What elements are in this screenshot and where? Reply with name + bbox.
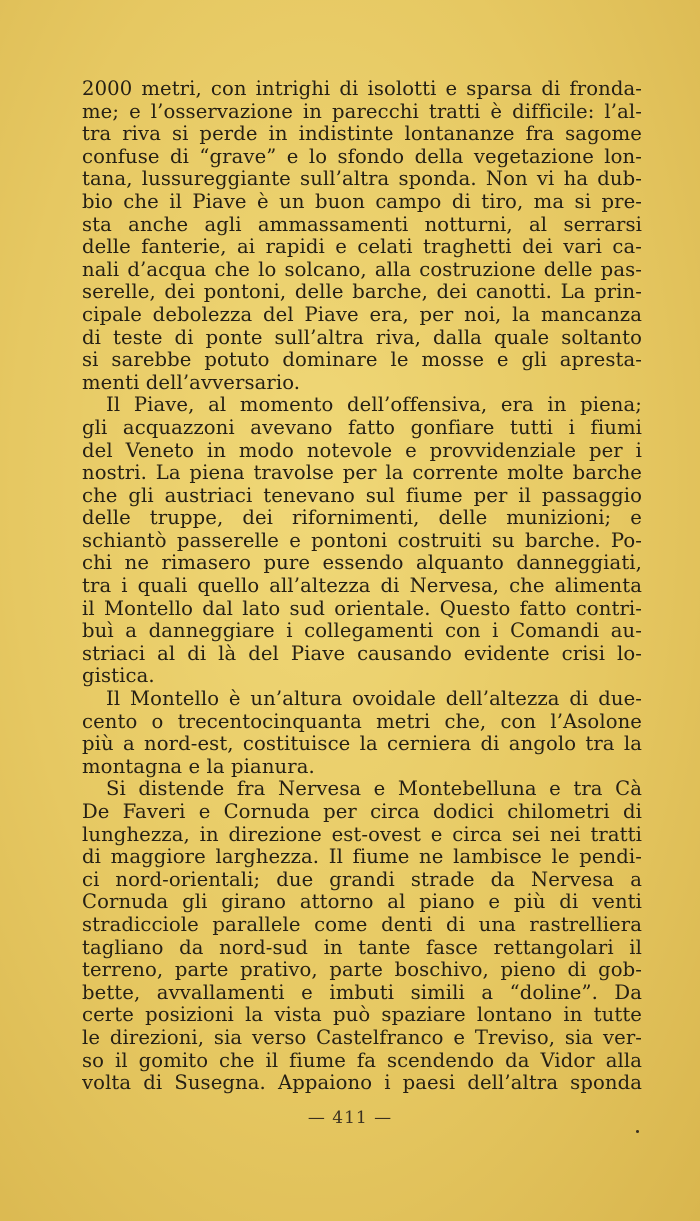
text-line: Cornuda gli girano attorno al piano e più di venti — [82, 891, 642, 914]
text-line: 2000 metri, con intrighi di isolotti e sparsa di fronda- — [82, 78, 642, 100]
text-line: cipale debolezza del Piave era, per noi, la mancanza — [82, 303, 642, 326]
text-line: gli acquazzoni avevano fatto gonfiare tutti i fiumi — [82, 416, 642, 439]
print-speck — [636, 1130, 639, 1133]
text-line: più a nord-est, costituisce la cerniera di angolo tra la — [82, 733, 642, 756]
text-line: menti dell’avversario. — [82, 371, 301, 394]
text-line: di maggiore larghezza. Il fiume ne lambisce le pendi- — [82, 846, 642, 869]
text-line: chi ne rimasero pure essendo alquanto danneggiati, — [82, 552, 642, 575]
text-line: bette, avvallamenti e imbuti simili a “doline”. Da — [82, 981, 642, 1004]
text-line: gistica. — [82, 665, 155, 688]
text-line: sta anche agli ammassamenti notturni, al serrarsi — [82, 213, 642, 236]
text-line: si sarebbe potuto dominare le mosse e gli apresta- — [82, 349, 642, 372]
text-line: tagliano da nord-sud in tante fasce rettangolari il — [82, 936, 642, 959]
text-line: me; e l’osservazione in parecchi tratti è difficile: l’al- — [82, 100, 642, 123]
text-line: schiantò passerelle e pontoni costruiti su barche. Po- — [82, 529, 642, 552]
text-line: certe posizioni la vista può spaziare lontano in tutte — [82, 1004, 642, 1027]
paragraph-start-line: Si distende fra Nervesa e Montebelluna e tra Cà — [106, 778, 642, 801]
text-line: delle truppe, dei rifornimenti, delle munizioni; e — [82, 507, 642, 530]
text-line: buì a danneggiare i collegamenti con i Comandi au- — [82, 620, 642, 643]
text-line: delle fanterie, ai rapidi e celati traghetti dei vari ca- — [82, 236, 642, 259]
text-line: montagna e la pianura. — [82, 755, 315, 778]
text-line: le direzioni, sia verso Castelfranco e Treviso, sia ver- — [82, 1026, 642, 1049]
text-line: tana, lussureggiante sull’altra sponda. Non vi ha dub- — [82, 168, 642, 191]
text-line: serelle, dei pontoni, delle barche, dei canotti. La prin- — [82, 281, 642, 304]
page-number: — 411 — — [307, 1108, 393, 1128]
text-line: volta di Susegna. Appaiono i paesi dell’altra sponda — [82, 1072, 642, 1095]
text-line: nostri. La piena travolse per la corrente molte barche — [82, 462, 642, 485]
text-line: De Faveri e Cornuda per circa dodici chilometri di — [82, 801, 642, 823]
text-line: so il gomito che il fiume fa scendendo da Vidor alla — [82, 1049, 642, 1072]
paragraph-start-line: Il Piave, al momento dell’offensiva, era in piena; — [106, 394, 642, 417]
text-line: il Montello dal lato sud orientale. Questo fatto contri- — [82, 597, 642, 620]
text-line: nali d’acqua che lo solcano, alla costruzione delle pas- — [82, 258, 642, 281]
text-line: tra i quali quello all’altezza di Nervesa, che alimenta — [82, 575, 642, 598]
text-line: di teste di ponte sull’altra riva, dalla quale soltanto — [82, 326, 642, 349]
text-line: cento o trecentocinquanta metri che, con l’Asolone — [82, 710, 642, 733]
text-line: tra riva si perde in indistinte lontananze fra sagome — [82, 123, 642, 146]
text-line: terreno, parte prativo, parte boschivo, pieno di gob- — [82, 959, 642, 982]
text-line: stradicciole parallele come denti di una rastrelliera — [82, 913, 642, 936]
text-line: ci nord-orientali; due grandi strade da Nervesa a — [82, 868, 642, 891]
text-line: confuse di “grave” e lo sfondo della vegetazione lon- — [82, 145, 642, 168]
text-line: lunghezza, in direzione est-ovest e circa sei nei tratti — [82, 823, 642, 846]
text-line: striaci al di là del Piave causando evidente crisi lo- — [82, 642, 642, 665]
text-line: che gli austriaci tenevano sul fiume per il passaggio — [82, 484, 642, 507]
text-line: bio che il Piave è un buon campo di tiro, ma si pre- — [82, 190, 642, 213]
paragraph-start-line: Il Montello è un’altura ovoidale dell’altezza di due- — [106, 688, 642, 711]
text-line: del Veneto in modo notevole e provvidenziale per i — [82, 439, 642, 462]
body-text — [82, 78, 642, 1095]
